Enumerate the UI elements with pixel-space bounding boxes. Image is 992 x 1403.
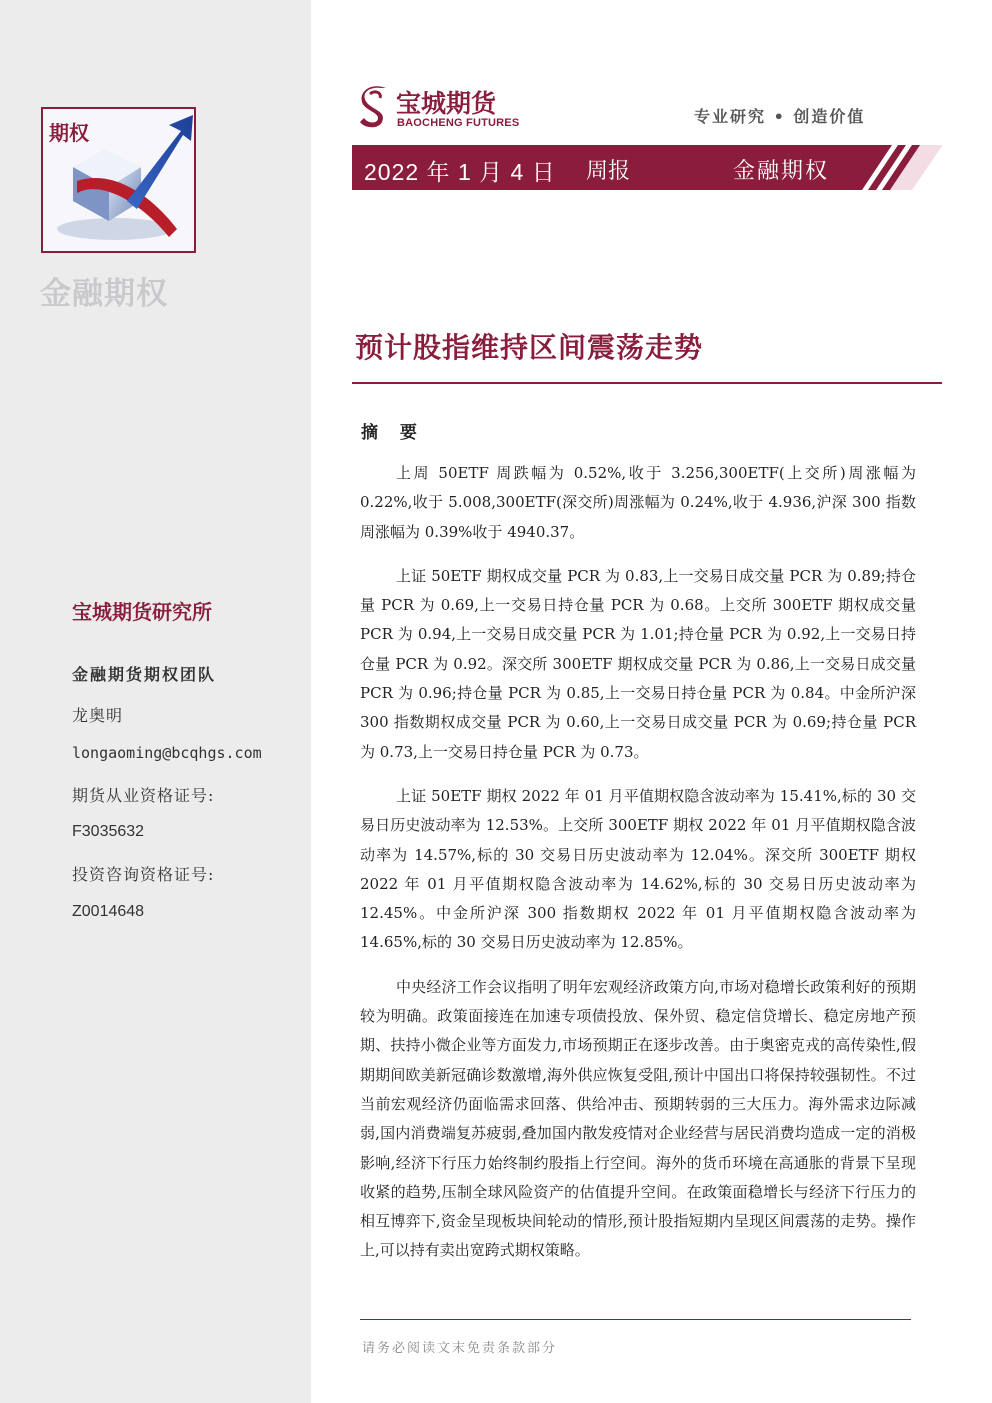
abstract-body [360,459,916,1281]
futures-cert-label: 期货从业资格证号: [72,786,215,805]
baocheng-logo-icon [356,84,392,130]
report-date: 2022 年 1 月 4 日 [364,159,556,185]
invest-cert-label: 投资咨询资格证号: [72,865,215,884]
analyst-email[interactable]: longaoming@bcqhgs.com [72,744,262,762]
abstract-heading: 摘 要 [361,423,425,443]
institute-name: 宝城期货研究所 [72,600,212,624]
paragraph-volatility: 上证 50ETF 期权 2022 年 01 月平值期权隐含波动率为 15.41%,标的 30 交易日历史波动率为 12.53%。上交所 300ETF 期权 2022 年 01 月平值期权隐含波动率为 14.57%,标的 30 交易日历史波动率为 12.04%。深交所 300ETF 期权 2022 年 01 月平值期权隐含波动率为 14.62%,标的 30 交易日历史波动率为 12.45%。中金所沪深 300 指数期权 2022 年 01 月平值期权隐含波动率为 14.65%,标的 30 交易日历史波动率为 12.85%。 [360,786,916,952]
band-stripes-decoration [852,145,942,190]
slogan: 专业研究 • 创造价值 [694,107,866,126]
invest-cert-number: Z0014648 [72,903,145,920]
sidebar-section-title: 金融期权 [40,276,168,312]
report-category: 金融期权 [733,159,830,184]
paragraph-pcr: 上证 50ETF 期权成交量 PCR 为 0.83,上一交易日成交量 PCR 为 0.89;持仓量 PCR 为 0.69,上一交易日持仓量 PCR 为 0.68。上交所 300ETF 期权成交量 PCR 为 0.94,上一交易日成交量 PCR 为 1.01;持仓量 PCR 为 0.92,上一交易日持仓量 PCR 为 0.92。深交所 300ETF 期权成交量 PCR 为 0.86,上一交易日成交量 PCR 为 0.96;持仓量 PCR 为 0.85,上一交易日持仓量 PCR 为 0.84。中金所沪深 300 指数期权成交量 PCR 为 0.60,上一交易日成交量 PCR 为 0.69;持仓量 PCR 为 0.73,上一交易日持仓量 PCR 为 0.73。 [360,566,916,761]
sidebar [0,0,311,1403]
options-logo [41,107,196,253]
footer-disclaimer: 请务必阅读文末免责条款部分 [362,1341,558,1356]
paragraph-weekly-performance: 上周 50ETF 周跌幅为 0.52%,收于 3.256,300ETF(上交所)周涨幅为 0.22%,收于 5.008,300ETF(深交所)周涨幅为 0.24%,收于 4.936,沪深 300 指数周涨幅为 0.39%收于 4940.37。 [360,464,916,541]
brand-name-en: BAOCHENG FUTURES [397,117,520,129]
analyst-name: 龙奥明 [72,706,124,725]
brand-name-cn: 宝城期货 [396,89,497,118]
futures-cert-number: F3035632 [72,823,145,840]
paragraph-outlook: 中央经济工作会议指明了明年宏观经济政策方向,市场对稳增长政策利好的预期较为明确。政策面接连在加速专项债投放、保外贸、稳定信贷增长、稳定房地产预期、扶持小微企业等方面发力,市场预期正在逐步改善。由于奥密克戎的高传染性,假期期间欧美新冠确诊数激增,海外供应恢复受阻,预计中国出口将保持较强韧性。不过当前宏观经济仍面临需求回落、供给冲击、预期转弱的三大压力。海外需求边际减弱,国内消费端复苏疲弱,叠加国内散发疫情对企业经营与居民消费均造成一定的消极影响,经济下行压力始终制约股指上行空间。海外的货币环境在高通胀的背景下呈现收紧的趋势,压制全球风险资产的估值提升空间。在政策面稳增长与经济下行压力的相互博弈下,资金呈现板块间轮动的情形,预计股指短期内呈现区间震荡的走势。操作上,可以持有卖出宽跨式期权策略。 [360,977,916,1260]
report-title: 预计股指维持区间震荡走势 [355,331,704,364]
report-type: 周报 [586,159,631,184]
logo-tag: 期权 [49,121,89,145]
team-name: 金融期货期权团队 [72,665,217,684]
title-divider [352,382,942,384]
footer-divider [360,1319,911,1320]
